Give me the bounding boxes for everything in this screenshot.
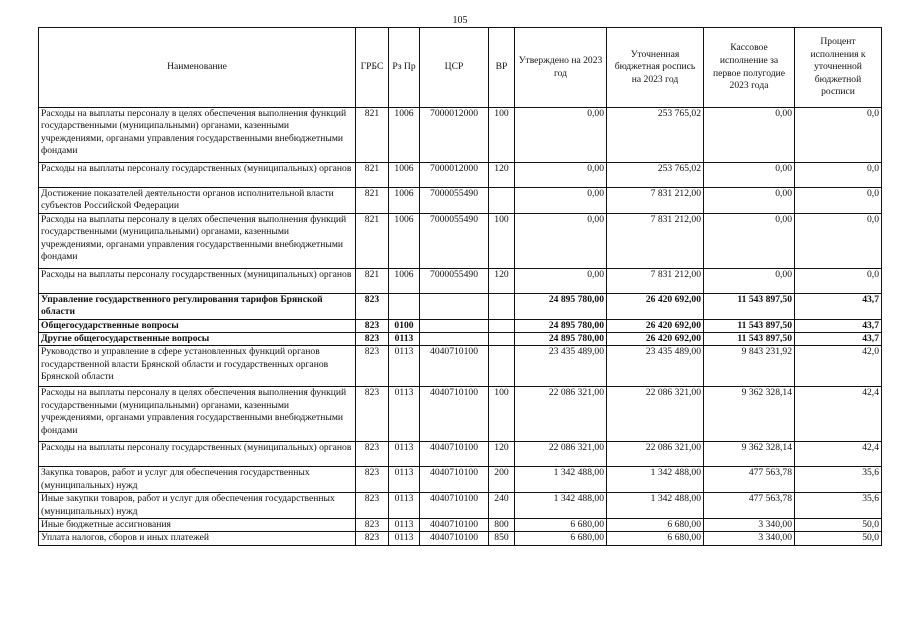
header-refined: Уточненная бюджетная роспись на 2023 год xyxy=(607,28,704,108)
cell-name: Расходы на выплаты персоналу в целях обеспечения выполнения функций государственными (муниципальными) органами, казенными учреждениями, органами управления государственными внебюджетными фондами xyxy=(39,387,356,442)
cell-grbs: 823 xyxy=(356,442,389,467)
cell-approved: 0,00 xyxy=(515,163,607,188)
cell-executed: 9 843 231,92 xyxy=(704,346,795,387)
cell-vr: 120 xyxy=(489,442,515,467)
cell-name: Управление государственного регулирования тарифов Брянской области xyxy=(39,293,356,319)
cell-vr: 200 xyxy=(489,467,515,493)
cell-percent: 35,6 xyxy=(795,493,882,519)
cell-vr: 100 xyxy=(489,213,515,268)
cell-approved: 22 086 321,00 xyxy=(515,442,607,467)
cell-vr: 850 xyxy=(489,532,515,545)
cell-vr xyxy=(489,293,515,319)
cell-refined: 22 086 321,00 xyxy=(607,387,704,442)
cell-csr xyxy=(420,293,489,319)
cell-csr: 7000012000 xyxy=(420,163,489,188)
cell-csr: 4040710100 xyxy=(420,387,489,442)
cell-rzpr: 0113 xyxy=(389,532,420,545)
cell-percent: 43,7 xyxy=(795,333,882,346)
cell-executed: 0,00 xyxy=(704,163,795,188)
header-rzpr: Рз Пр xyxy=(389,28,420,108)
cell-refined: 6 680,00 xyxy=(607,519,704,532)
cell-refined: 1 342 488,00 xyxy=(607,493,704,519)
cell-refined: 26 420 692,00 xyxy=(607,293,704,319)
table-row xyxy=(39,163,882,188)
cell-refined: 1 342 488,00 xyxy=(607,467,704,493)
cell-executed: 0,00 xyxy=(704,213,795,268)
cell-rzpr xyxy=(389,293,420,319)
cell-refined: 6 680,00 xyxy=(607,532,704,545)
cell-approved: 6 680,00 xyxy=(515,519,607,532)
cell-approved: 0,00 xyxy=(515,213,607,268)
cell-name: Расходы на выплаты персоналу государственных (муниципальных) органов xyxy=(39,163,356,188)
cell-percent: 0,0 xyxy=(795,268,882,293)
cell-approved: 24 895 780,00 xyxy=(515,293,607,319)
cell-refined: 253 765,02 xyxy=(607,163,704,188)
cell-refined: 22 086 321,00 xyxy=(607,442,704,467)
cell-executed: 11 543 897,50 xyxy=(704,293,795,319)
cell-name: Общегосударственные вопросы xyxy=(39,319,356,332)
cell-rzpr: 0113 xyxy=(389,442,420,467)
cell-rzpr: 0113 xyxy=(389,333,420,346)
cell-refined: 26 420 692,00 xyxy=(607,333,704,346)
cell-approved: 0,00 xyxy=(515,268,607,293)
cell-approved: 22 086 321,00 xyxy=(515,387,607,442)
cell-rzpr: 1006 xyxy=(389,268,420,293)
cell-grbs: 823 xyxy=(356,319,389,332)
cell-vr: 100 xyxy=(489,387,515,442)
cell-csr xyxy=(420,319,489,332)
cell-approved: 24 895 780,00 xyxy=(515,319,607,332)
cell-percent: 42,4 xyxy=(795,387,882,442)
cell-percent: 50,0 xyxy=(795,519,882,532)
cell-executed: 9 362 328,14 xyxy=(704,442,795,467)
cell-grbs: 823 xyxy=(356,493,389,519)
budget-table xyxy=(38,27,882,546)
cell-name: Другие общегосударственные вопросы xyxy=(39,333,356,346)
cell-csr: 7000055490 xyxy=(420,213,489,268)
cell-rzpr: 0113 xyxy=(389,493,420,519)
cell-name: Расходы на выплаты персоналу государственных (муниципальных) органов xyxy=(39,268,356,293)
cell-percent: 0,0 xyxy=(795,163,882,188)
header-csr: ЦСР xyxy=(420,28,489,108)
cell-name: Уплата налогов, сборов и иных платежей xyxy=(39,532,356,545)
table-row xyxy=(39,319,882,332)
cell-percent: 0,0 xyxy=(795,213,882,268)
cell-executed: 477 563,78 xyxy=(704,467,795,493)
cell-percent: 35,6 xyxy=(795,467,882,493)
cell-refined: 7 831 212,00 xyxy=(607,268,704,293)
cell-percent: 43,7 xyxy=(795,293,882,319)
cell-rzpr: 0113 xyxy=(389,467,420,493)
cell-executed: 3 340,00 xyxy=(704,532,795,545)
cell-name: Иные закупки товаров, работ и услуг для обеспечения государственных (муниципальных) нужд xyxy=(39,493,356,519)
cell-rzpr: 1006 xyxy=(389,163,420,188)
cell-rzpr: 0113 xyxy=(389,387,420,442)
cell-percent: 50,0 xyxy=(795,532,882,545)
header-executed: Кассовое исполнение за первое полугодие 2023 года xyxy=(704,28,795,108)
table-row xyxy=(39,333,882,346)
cell-csr: 4040710100 xyxy=(420,346,489,387)
cell-rzpr: 1006 xyxy=(389,213,420,268)
cell-refined: 23 435 489,00 xyxy=(607,346,704,387)
table-row xyxy=(39,532,882,545)
table-row xyxy=(39,346,882,387)
cell-executed: 11 543 897,50 xyxy=(704,333,795,346)
cell-grbs: 823 xyxy=(356,532,389,545)
cell-name: Расходы на выплаты персоналу в целях обеспечения выполнения функций государственными (муниципальными) органами, казенными учреждениями, органами управления государственными внебюджетными фондами xyxy=(39,108,356,163)
cell-refined: 26 420 692,00 xyxy=(607,319,704,332)
cell-executed: 9 362 328,14 xyxy=(704,387,795,442)
cell-name: Расходы на выплаты персоналу государственных (муниципальных) органов xyxy=(39,442,356,467)
table-row xyxy=(39,442,882,467)
cell-percent: 0,0 xyxy=(795,188,882,214)
cell-refined: 253 765,02 xyxy=(607,108,704,163)
cell-rzpr: 0113 xyxy=(389,346,420,387)
cell-vr xyxy=(489,319,515,332)
cell-grbs: 823 xyxy=(356,293,389,319)
cell-csr: 7000055490 xyxy=(420,188,489,214)
cell-rzpr: 0100 xyxy=(389,319,420,332)
header-approved: Утверждено на 2023 год xyxy=(515,28,607,108)
cell-percent: 0,0 xyxy=(795,108,882,163)
cell-approved: 23 435 489,00 xyxy=(515,346,607,387)
cell-approved: 0,00 xyxy=(515,188,607,214)
cell-name: Руководство и управление в сфере установленных функций органов государственной власти Брянской области и государственных органов Брянской области xyxy=(39,346,356,387)
cell-vr: 120 xyxy=(489,268,515,293)
cell-approved: 24 895 780,00 xyxy=(515,333,607,346)
table-row xyxy=(39,108,882,163)
cell-rzpr: 1006 xyxy=(389,188,420,214)
table-row xyxy=(39,188,882,214)
cell-name: Иные бюджетные ассигнования xyxy=(39,519,356,532)
table-row xyxy=(39,519,882,532)
cell-csr xyxy=(420,333,489,346)
cell-approved: 1 342 488,00 xyxy=(515,467,607,493)
table-row xyxy=(39,493,882,519)
table-row xyxy=(39,467,882,493)
header-percent: Процент исполнения к уточненной бюджетной росписи xyxy=(795,28,882,108)
cell-csr: 7000055490 xyxy=(420,268,489,293)
table-row xyxy=(39,213,882,268)
header-grbs: ГРБС xyxy=(356,28,389,108)
cell-csr: 4040710100 xyxy=(420,467,489,493)
cell-name: Расходы на выплаты персоналу в целях обеспечения выполнения функций государственными (муниципальными) органами, казенными учреждениями, органами управления государственными внебюджетными фондами xyxy=(39,213,356,268)
cell-percent: 42,4 xyxy=(795,442,882,467)
cell-grbs: 821 xyxy=(356,213,389,268)
cell-rzpr: 0113 xyxy=(389,519,420,532)
cell-grbs: 823 xyxy=(356,387,389,442)
cell-grbs: 823 xyxy=(356,333,389,346)
cell-executed: 0,00 xyxy=(704,108,795,163)
cell-name: Закупка товаров, работ и услуг для обеспечения государственных (муниципальных) нужд xyxy=(39,467,356,493)
page-number: 105 xyxy=(452,15,468,26)
cell-approved: 1 342 488,00 xyxy=(515,493,607,519)
cell-csr: 7000012000 xyxy=(420,108,489,163)
cell-grbs: 823 xyxy=(356,346,389,387)
cell-vr: 240 xyxy=(489,493,515,519)
cell-executed: 11 543 897,50 xyxy=(704,319,795,332)
header-name: Наименование xyxy=(39,28,356,108)
cell-executed: 3 340,00 xyxy=(704,519,795,532)
cell-vr xyxy=(489,333,515,346)
cell-approved: 0,00 xyxy=(515,108,607,163)
cell-grbs: 823 xyxy=(356,519,389,532)
cell-refined: 7 831 212,00 xyxy=(607,188,704,214)
table-row xyxy=(39,268,882,293)
cell-grbs: 821 xyxy=(356,268,389,293)
cell-vr xyxy=(489,188,515,214)
cell-vr: 100 xyxy=(489,108,515,163)
cell-percent: 42,0 xyxy=(795,346,882,387)
cell-csr: 4040710100 xyxy=(420,519,489,532)
cell-refined: 7 831 212,00 xyxy=(607,213,704,268)
table-row xyxy=(39,293,882,319)
cell-approved: 6 680,00 xyxy=(515,532,607,545)
table-row xyxy=(39,387,882,442)
cell-percent: 43,7 xyxy=(795,319,882,332)
cell-csr: 4040710100 xyxy=(420,532,489,545)
cell-csr: 4040710100 xyxy=(420,442,489,467)
cell-vr: 120 xyxy=(489,163,515,188)
cell-grbs: 823 xyxy=(356,467,389,493)
cell-executed: 0,00 xyxy=(704,188,795,214)
cell-name: Достижение показателей деятельности органов исполнительной власти субъектов Российской Федерации xyxy=(39,188,356,214)
cell-grbs: 821 xyxy=(356,163,389,188)
cell-grbs: 821 xyxy=(356,108,389,163)
cell-vr xyxy=(489,346,515,387)
cell-grbs: 821 xyxy=(356,188,389,214)
cell-rzpr: 1006 xyxy=(389,108,420,163)
cell-vr: 800 xyxy=(489,519,515,532)
header-vr: ВР xyxy=(489,28,515,108)
table-header-row xyxy=(39,28,882,108)
cell-executed: 0,00 xyxy=(704,268,795,293)
cell-csr: 4040710100 xyxy=(420,493,489,519)
cell-executed: 477 563,78 xyxy=(704,493,795,519)
